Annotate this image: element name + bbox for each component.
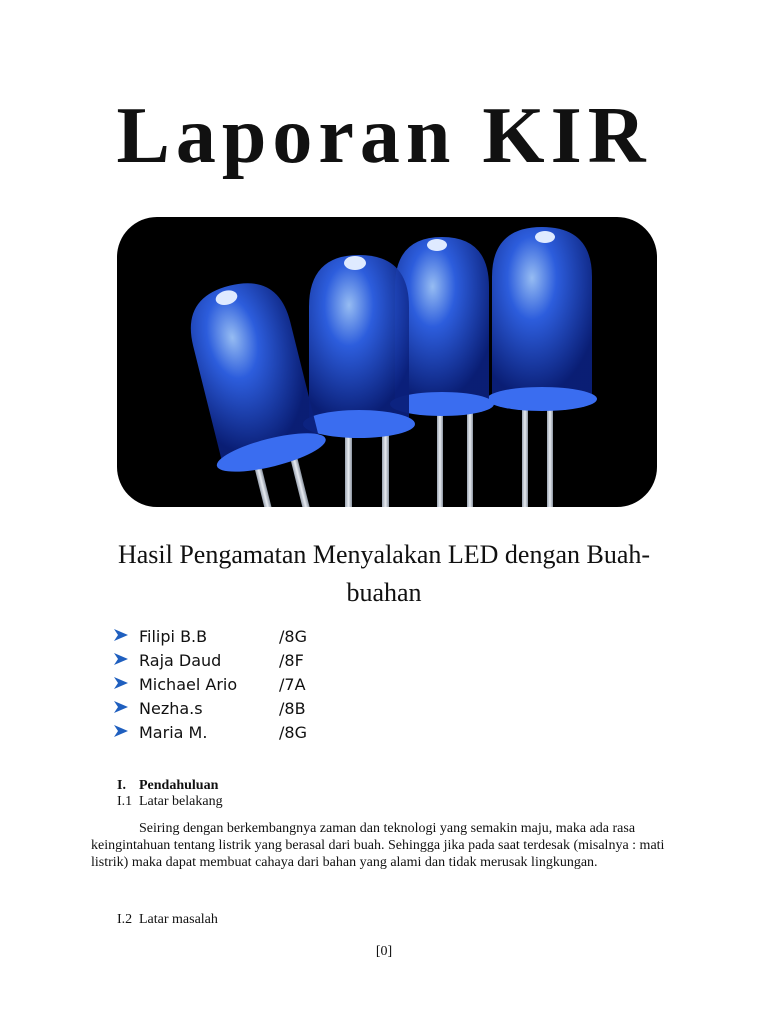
member-item bbox=[113, 696, 307, 720]
member-class: /8G bbox=[279, 722, 307, 742]
subsection-heading bbox=[117, 912, 218, 928]
arrow-bullet-icon bbox=[113, 723, 139, 742]
document-title: Laporan KIR bbox=[116, 92, 652, 180]
member-item bbox=[113, 648, 307, 672]
member-list bbox=[113, 624, 307, 744]
arrow-bullet-icon bbox=[113, 699, 139, 718]
arrow-bullet-icon bbox=[113, 627, 139, 646]
member-class: /8B bbox=[279, 698, 306, 718]
member-name: Maria M. bbox=[139, 722, 208, 742]
section-number: I. bbox=[117, 778, 126, 793]
body-paragraph: Seiring dengan berkembangnya zaman dan teknologi yang semakin maju, maka ada rasa keingintahuan tentang listrik yang berasal dari buah. Sehingga jika pada saat terdesak (misalnya : mati listrik) maka dapat membuat cahaya dari bahan yang alami dan tidak merusak lingkungan. bbox=[91, 821, 665, 870]
arrow-bullet-icon bbox=[113, 651, 139, 670]
member-name: Michael Ario bbox=[139, 674, 238, 694]
subsection-label: Latar belakang bbox=[139, 794, 223, 809]
member-class: /8F bbox=[279, 650, 304, 670]
subsection-label: Latar masalah bbox=[139, 912, 218, 927]
section-heading-label: Pendahuluan bbox=[139, 778, 219, 793]
subsection-number: I.2 bbox=[117, 912, 133, 927]
member-item bbox=[113, 672, 307, 696]
page-number: [0] bbox=[375, 944, 393, 959]
member-name: Raja Daud bbox=[139, 650, 222, 670]
member-class: /7A bbox=[279, 674, 306, 694]
member-item bbox=[113, 720, 307, 744]
blue-led-photo bbox=[117, 217, 657, 507]
report-subtitle: Hasil Pengamatan Menyalakan LED dengan Buah-buahan bbox=[117, 540, 651, 607]
section-heading bbox=[117, 778, 218, 794]
subsection-number: I.1 bbox=[117, 794, 133, 809]
member-name: Filipi B.B bbox=[139, 626, 208, 646]
member-name: Nezha.s bbox=[139, 698, 203, 718]
member-item bbox=[113, 624, 307, 648]
arrow-bullet-icon bbox=[113, 675, 139, 694]
subsection-heading bbox=[117, 794, 223, 810]
member-class: /8G bbox=[279, 626, 307, 646]
